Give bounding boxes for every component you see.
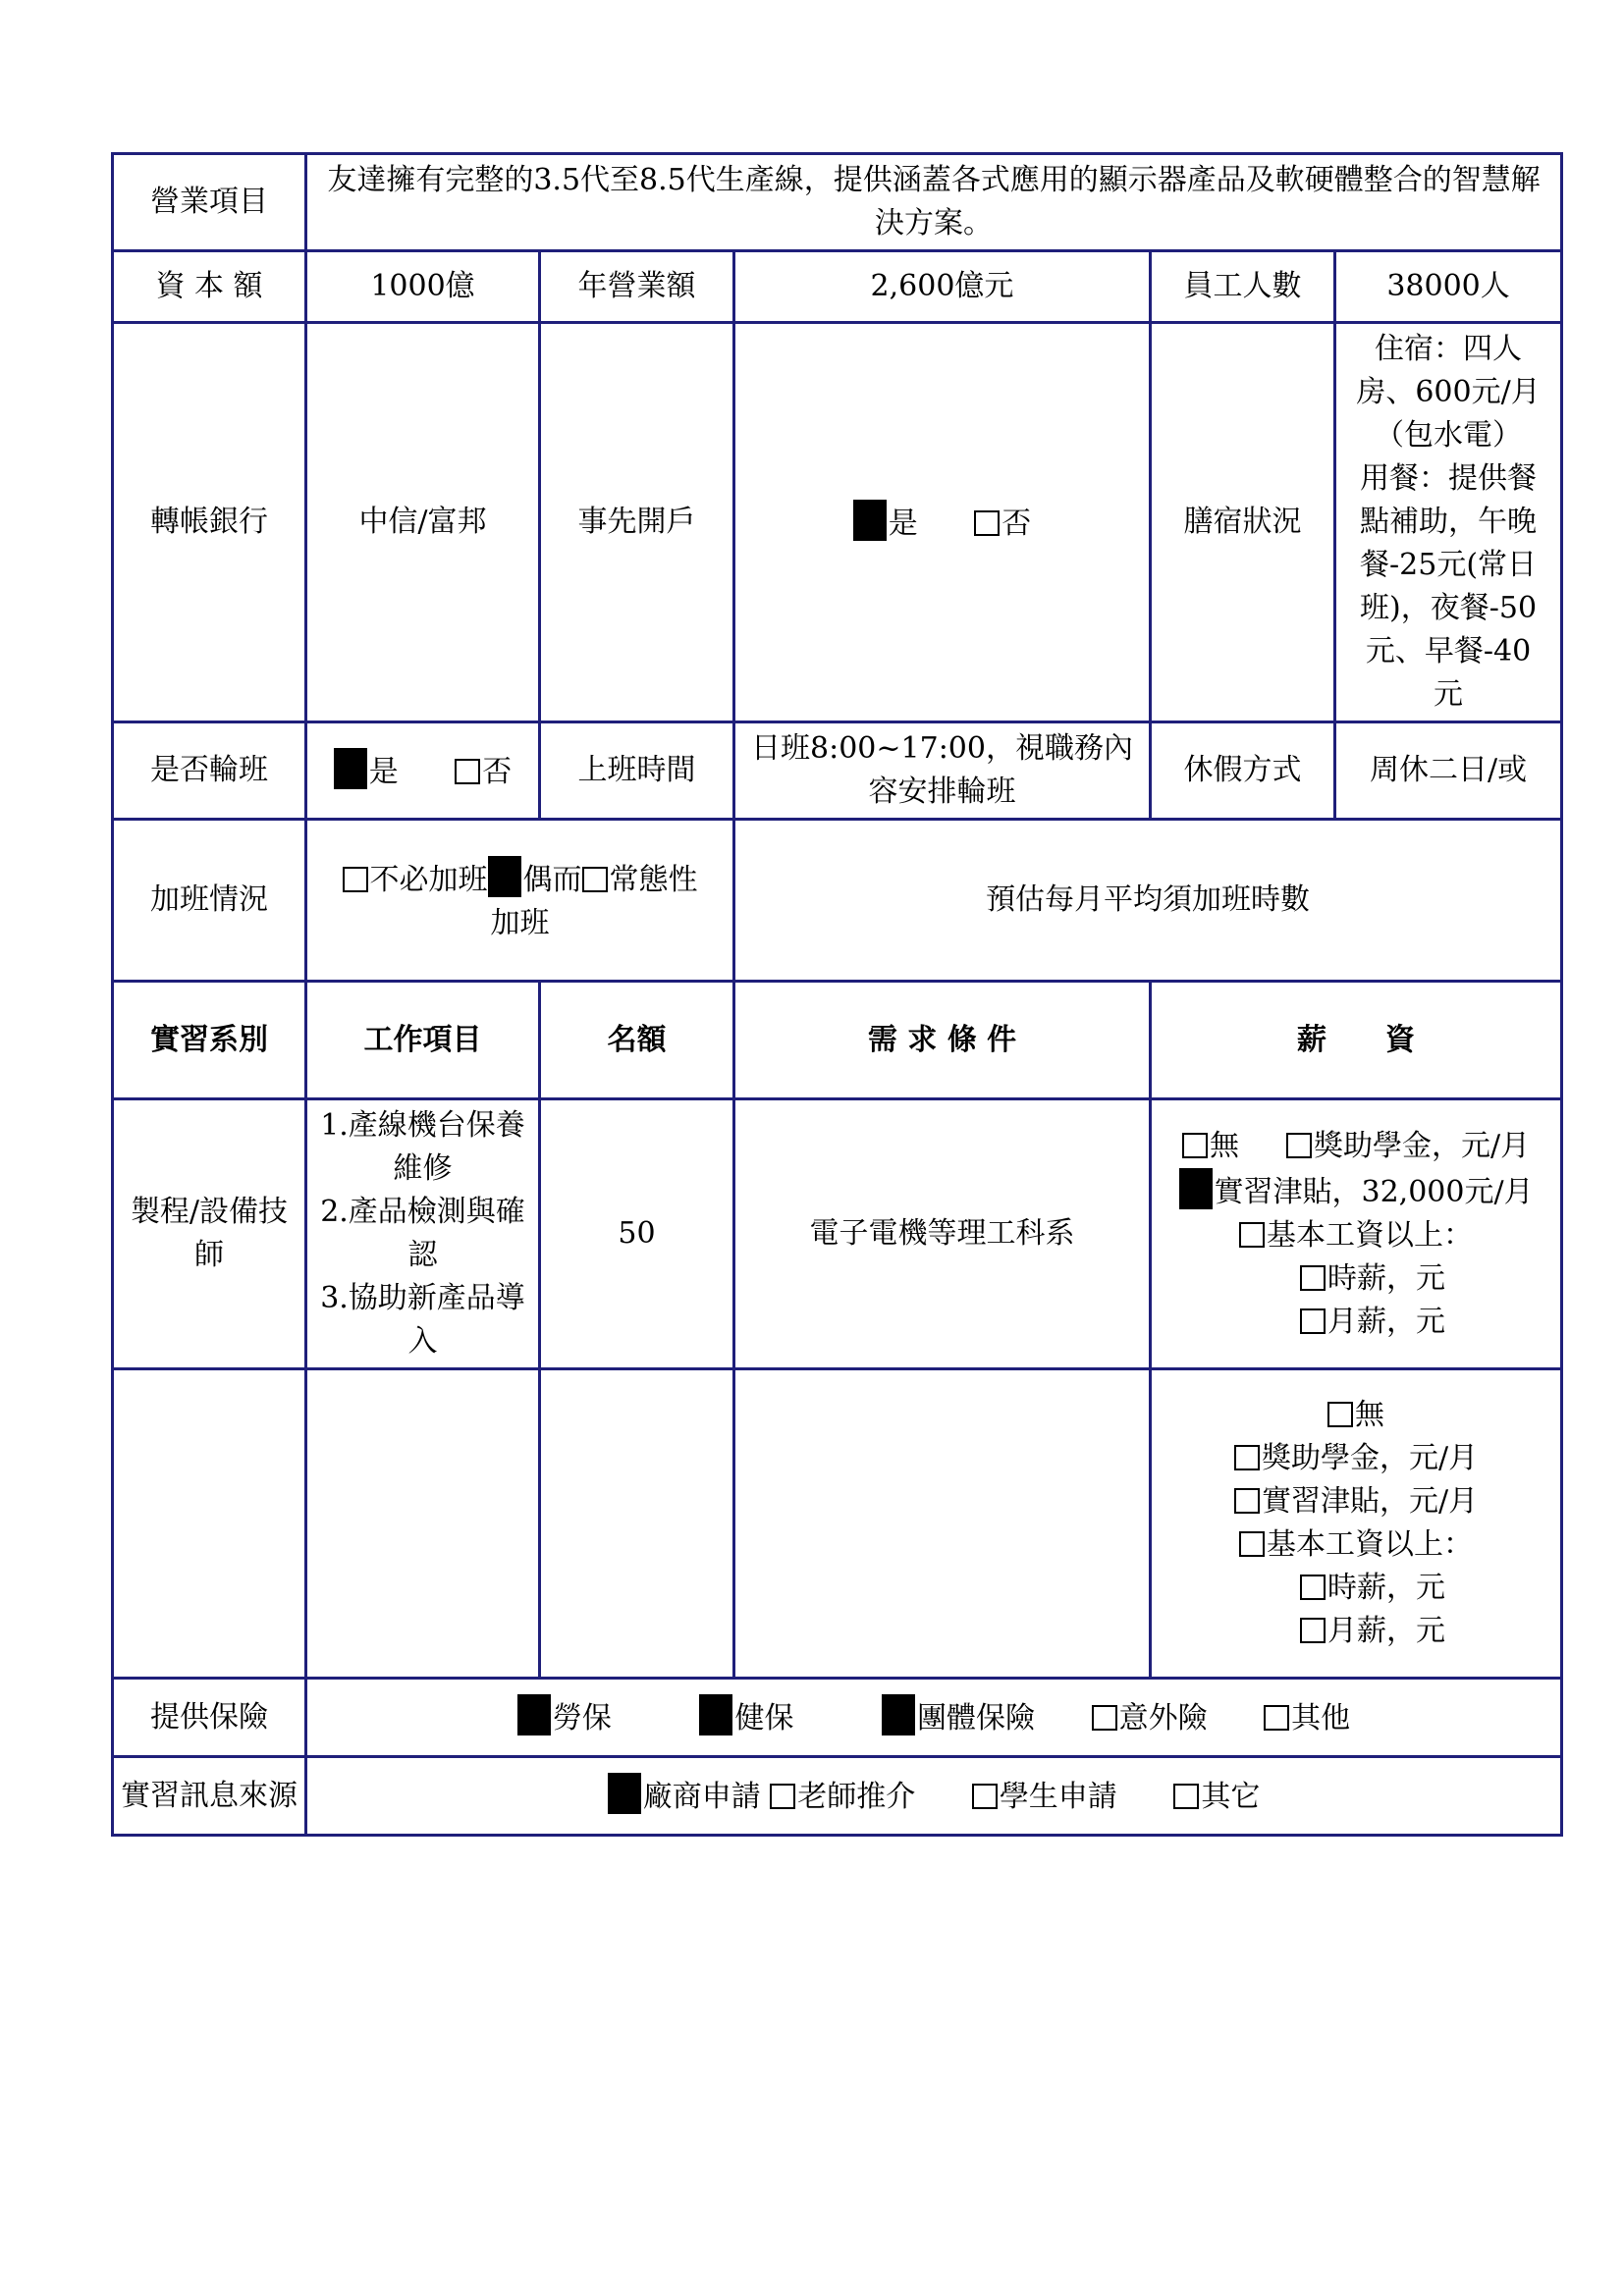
overtime-row — [113, 820, 1562, 982]
work-line: 維修 — [393, 1151, 453, 1186]
salary-hourly-checkbox[interactable] — [1300, 1265, 1326, 1291]
insurance-other-checkbox[interactable] — [1264, 1705, 1289, 1731]
leave-label: 休假方式 — [1151, 722, 1335, 820]
source-teacher-checkbox[interactable] — [770, 1784, 795, 1809]
job-salary — [1151, 1369, 1562, 1679]
shift-no-checkbox[interactable] — [455, 759, 480, 784]
lodging-line: 餐-25元(常日 — [1360, 548, 1538, 582]
salary-header: 薪 資 — [1151, 982, 1562, 1099]
work-header: 工作項目 — [306, 982, 540, 1099]
insurance-health-checkbox[interactable] — [699, 1694, 732, 1735]
bank-row — [113, 323, 1562, 722]
insurance-accident-label: 意外險 — [1118, 1701, 1208, 1735]
salary-scholarship-label: 獎助學金，元/月 — [1261, 1441, 1479, 1475]
salary-scholarship-checkbox[interactable] — [1286, 1133, 1312, 1158]
work-line: 3.協助新產品導 — [320, 1281, 525, 1315]
source-student-checkbox[interactable] — [972, 1784, 998, 1809]
job-work — [306, 1369, 540, 1679]
overtime-regular-label: 常態性 — [609, 862, 698, 897]
salary-hourly-label: 時薪，元 — [1327, 1571, 1446, 1605]
source-other-checkbox[interactable] — [1173, 1784, 1199, 1809]
capital-value: 1000億 — [306, 251, 540, 323]
bank-label: 轉帳銀行 — [113, 323, 306, 722]
salary-hourly-label: 時薪，元 — [1327, 1260, 1446, 1296]
overtime-occasional-checkbox[interactable] — [488, 856, 521, 897]
salary-monthly-checkbox[interactable] — [1300, 1618, 1326, 1643]
job-quota — [540, 1369, 734, 1679]
company-info-table — [111, 152, 1563, 1837]
lodging-line: 班)，夜餐-50 — [1360, 591, 1538, 625]
account-yes-label: 是 — [888, 506, 918, 541]
leave-value: 周休二日/或 — [1335, 722, 1562, 820]
overtime-none-checkbox[interactable] — [343, 867, 368, 892]
job-dept — [113, 1369, 306, 1679]
revenue-label: 年營業額 — [540, 251, 734, 323]
insurance-health-label: 健保 — [734, 1701, 794, 1735]
insurance-label: 提供保險 — [113, 1679, 306, 1757]
insurance-group-checkbox[interactable] — [882, 1694, 915, 1735]
business-label: 營業項目 — [113, 154, 306, 251]
salary-basic-label: 基本工資以上： — [1267, 1217, 1474, 1253]
work-line: 認 — [407, 1238, 438, 1272]
source-company-label: 廠商申請 — [642, 1780, 761, 1814]
internship-form — [111, 152, 1560, 1837]
account-no-label: 否 — [1001, 506, 1032, 541]
insurance-labor-checkbox[interactable] — [517, 1694, 551, 1735]
lodging-line: （包水電） — [1375, 418, 1523, 453]
overtime-regular-tail: 加班 — [490, 905, 550, 940]
source-company-checkbox[interactable] — [608, 1773, 641, 1814]
source-row — [113, 1757, 1562, 1836]
job-work — [306, 1099, 540, 1369]
finance-row — [113, 251, 1562, 323]
salary-scholarship-checkbox[interactable] — [1234, 1445, 1260, 1470]
salary-none-label: 無 — [1355, 1398, 1385, 1432]
overtime-occasional-label: 偶而 — [522, 862, 582, 897]
business-text: 友達擁有完整的3.5代至8.5代生產線，提供涵蓋各式應用的顯示器產品及軟硬體整合的智慧解決方案。 — [306, 154, 1562, 251]
lodging-line: 元 — [1434, 677, 1464, 712]
salary-monthly-label: 月薪，元 — [1327, 1614, 1446, 1648]
insurance-options — [306, 1679, 1562, 1757]
shift-yes-label: 是 — [368, 754, 399, 789]
overtime-options — [306, 820, 734, 982]
insurance-accident-checkbox[interactable] — [1092, 1705, 1117, 1731]
salary-none-checkbox[interactable] — [1327, 1402, 1353, 1427]
account-label: 事先開戶 — [540, 323, 734, 722]
salary-basic-label: 基本工資以上： — [1267, 1527, 1474, 1562]
overtime-none-label: 不必加班 — [369, 862, 488, 897]
revenue-value: 2,600億元 — [734, 251, 1151, 323]
capital-label: 資 本 額 — [113, 251, 306, 323]
insurance-other-label: 其他 — [1291, 1701, 1351, 1735]
job-row — [113, 1099, 1562, 1369]
insurance-row — [113, 1679, 1562, 1757]
salary-allowance-checkbox[interactable] — [1179, 1168, 1213, 1209]
salary-scholarship-label: 獎助學金，元/月 — [1313, 1128, 1531, 1163]
job-row — [113, 1369, 1562, 1679]
job-requirement — [734, 1369, 1151, 1679]
job-requirement: 電子電機等理工科系 — [734, 1099, 1151, 1369]
salary-basic-checkbox[interactable] — [1239, 1531, 1265, 1557]
salary-allowance-label: 實習津貼，32,000元/月 — [1214, 1174, 1534, 1209]
overtime-estimate: 預估每月平均須加班時數 — [734, 820, 1562, 982]
requirement-header: 需 求 條 件 — [734, 982, 1151, 1099]
salary-monthly-label: 月薪，元 — [1327, 1304, 1446, 1339]
shift-label: 是否輪班 — [113, 722, 306, 820]
work-line: 入 — [407, 1324, 438, 1359]
source-options — [306, 1757, 1562, 1836]
source-teacher-label: 老師推介 — [797, 1780, 916, 1814]
jobs-header-row — [113, 982, 1562, 1099]
lodging-line: 房、600元/月 — [1356, 375, 1541, 409]
insurance-group-label: 團體保險 — [917, 1701, 1036, 1735]
shift-no-label: 否 — [482, 754, 513, 789]
shift-yes-checkbox[interactable] — [334, 748, 367, 789]
lodging-line: 元、早餐-40 — [1365, 634, 1532, 668]
account-yes-checkbox[interactable] — [853, 500, 887, 541]
shift-row — [113, 722, 1562, 820]
lodging-line: 點補助，午晚 — [1360, 505, 1538, 539]
hours-line: 日班8:00~17:00，視職務內 — [751, 731, 1133, 766]
dept-header: 實習系別 — [113, 982, 306, 1099]
work-line: 1.產線機台保養 — [320, 1108, 525, 1143]
insurance-labor-label: 勞保 — [552, 1701, 612, 1735]
bank-value: 中信/富邦 — [306, 323, 540, 722]
hours-line: 容安排輪班 — [868, 774, 1016, 809]
business-row — [113, 154, 1562, 251]
salary-none-checkbox[interactable] — [1182, 1133, 1208, 1158]
work-line: 2.產品檢測與確 — [320, 1195, 525, 1229]
account-options — [734, 323, 1151, 722]
overtime-regular-checkbox[interactable] — [582, 867, 608, 892]
lodging-line: 用餐：提供餐 — [1360, 461, 1538, 496]
shift-options — [306, 722, 540, 820]
source-label: 實習訊息來源 — [113, 1757, 306, 1836]
employees-label: 員工人數 — [1151, 251, 1335, 323]
lodging-line: 住宿：四人 — [1375, 332, 1523, 366]
salary-allowance-checkbox[interactable] — [1234, 1488, 1260, 1514]
job-salary — [1151, 1099, 1562, 1369]
salary-hourly-checkbox[interactable] — [1300, 1575, 1326, 1600]
job-quota: 50 — [540, 1099, 734, 1369]
source-student-label: 學生申請 — [999, 1780, 1117, 1814]
employees-value: 38000人 — [1335, 251, 1562, 323]
salary-allowance-label: 實習津貼，元/月 — [1261, 1484, 1479, 1519]
lodging-label: 膳宿狀況 — [1151, 323, 1335, 722]
account-no-checkbox[interactable] — [974, 510, 1000, 536]
source-other-label: 其它 — [1201, 1780, 1261, 1814]
salary-basic-checkbox[interactable] — [1239, 1222, 1265, 1248]
lodging-value — [1335, 323, 1562, 722]
hours-value — [734, 722, 1151, 820]
overtime-label: 加班情況 — [113, 820, 306, 982]
salary-monthly-checkbox[interactable] — [1300, 1308, 1326, 1334]
job-dept: 製程/設備技師 — [113, 1099, 306, 1369]
quota-header: 名額 — [540, 982, 734, 1099]
salary-none-label: 無 — [1209, 1128, 1239, 1163]
hours-label: 上班時間 — [540, 722, 734, 820]
